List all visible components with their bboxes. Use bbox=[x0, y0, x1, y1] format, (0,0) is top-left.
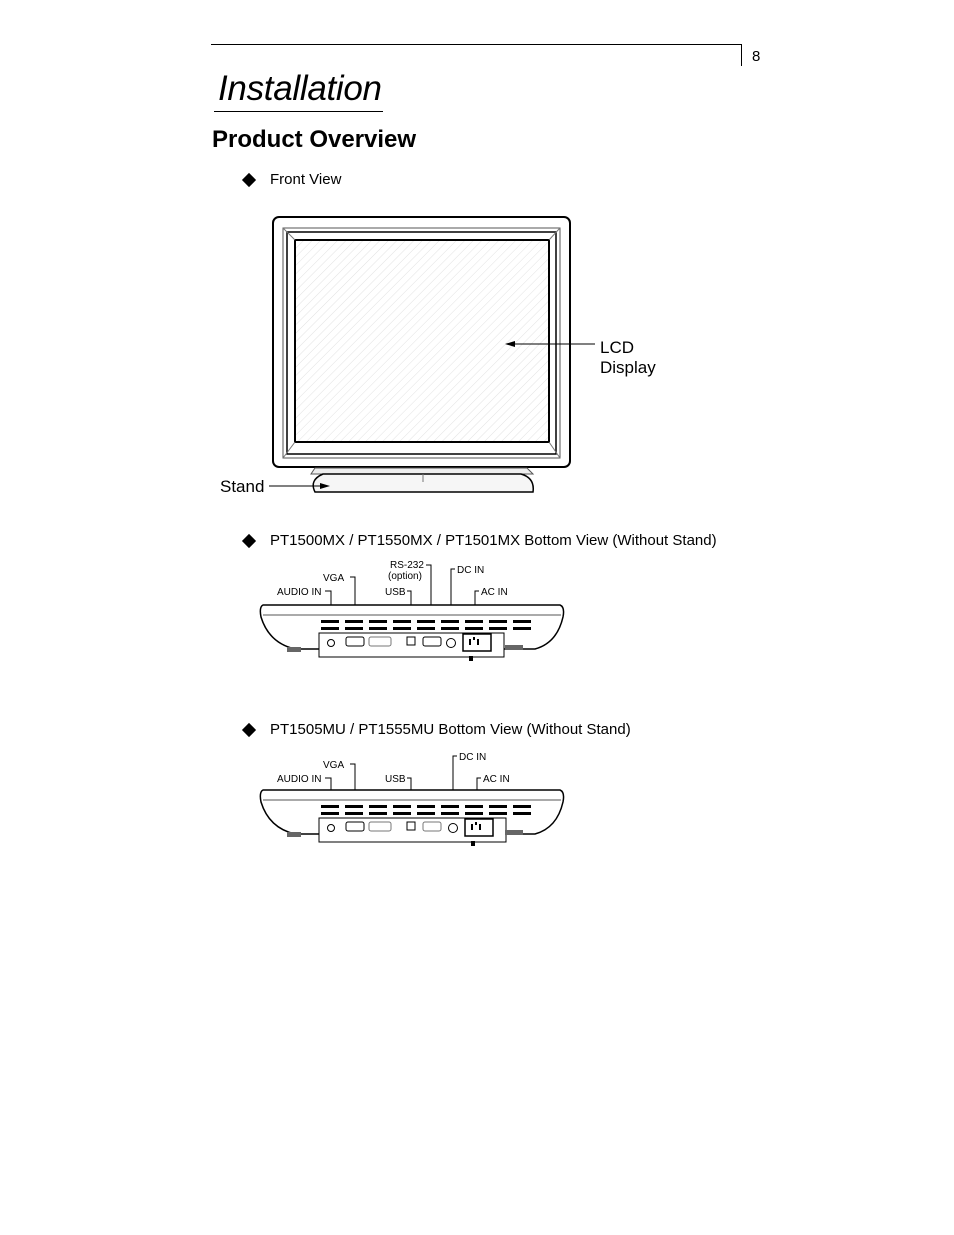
chapter-title: Installation bbox=[218, 69, 382, 108]
page-number: 8 bbox=[752, 48, 761, 65]
bullet-front-view bbox=[242, 171, 341, 188]
mu-usb-label: USB bbox=[385, 774, 406, 785]
front-view-caption: Front View bbox=[270, 171, 342, 188]
mu-ac-in-label: AC IN bbox=[483, 774, 510, 785]
diamond-bullet-icon bbox=[242, 172, 256, 186]
mx-audio-in-label: AUDIO IN bbox=[277, 587, 322, 598]
mu-audio-in-label: AUDIO IN bbox=[277, 774, 322, 785]
mu-chassis bbox=[260, 790, 563, 846]
mx-dc-in-label: DC IN bbox=[457, 565, 485, 576]
header-tick bbox=[741, 44, 742, 66]
mx-rs232-label: RS-232 bbox=[390, 560, 424, 571]
bottom-view-mx-caption: PT1500MX / PT1550MX / PT1501MX Bottom View (Without Stand) bbox=[270, 532, 717, 549]
bullet-bottom-view-mx bbox=[242, 532, 717, 549]
mx-usb-label: USB bbox=[385, 587, 406, 598]
front-view-figure bbox=[215, 210, 665, 500]
mx-option-label: (option) bbox=[388, 571, 422, 582]
diamond-bullet-icon bbox=[242, 722, 256, 736]
section-title: Product Overview bbox=[212, 126, 417, 153]
mx-ac-in-label: AC IN bbox=[481, 587, 508, 598]
monitor-stand bbox=[311, 468, 533, 492]
mu-dc-in-label: DC IN bbox=[459, 752, 487, 763]
mu-vga-label: VGA bbox=[323, 760, 345, 771]
header-rule bbox=[211, 44, 741, 45]
chapter-underline bbox=[214, 111, 383, 112]
bottom-view-mx-figure bbox=[255, 557, 575, 672]
bottom-view-mu-figure bbox=[255, 748, 575, 858]
lcd-screen bbox=[295, 240, 549, 442]
bullet-bottom-view-mu bbox=[242, 721, 631, 738]
mx-chassis bbox=[260, 605, 563, 661]
lcd-label-1: LCD bbox=[600, 338, 635, 357]
lcd-label-2: Display bbox=[600, 358, 656, 377]
stand-label: Stand bbox=[220, 477, 265, 496]
bottom-view-mu-caption: PT1505MU / PT1555MU Bottom View (Without Stand) bbox=[270, 721, 631, 738]
mx-vga-label: VGA bbox=[323, 573, 345, 584]
diamond-bullet-icon bbox=[242, 533, 256, 547]
